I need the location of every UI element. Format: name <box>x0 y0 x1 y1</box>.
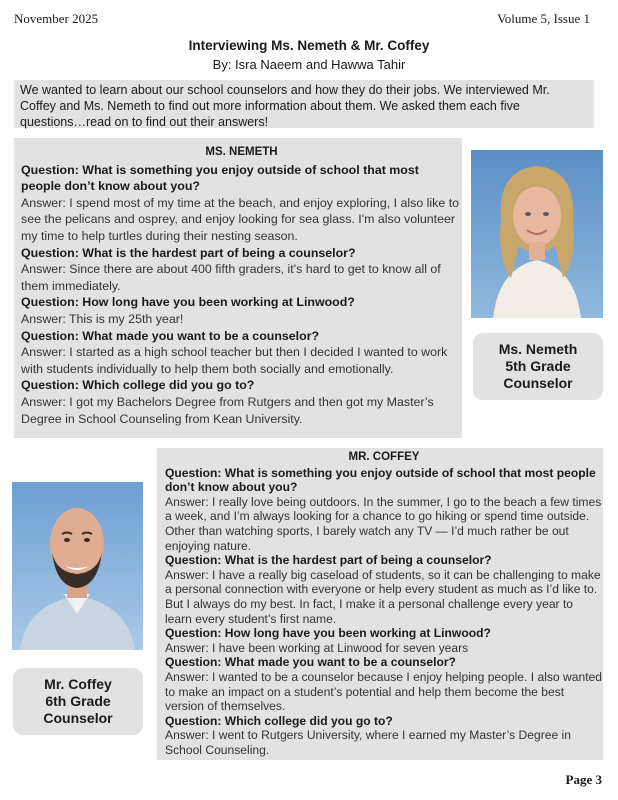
caption-grade: 6th Grade <box>45 693 111 709</box>
qa-item <box>21 328 462 378</box>
question: Question: What made you want to be a counselor? <box>165 655 456 670</box>
question: Question: What is the hardest part of being a counselor? <box>165 553 492 568</box>
answer: Answer: This is my 25th year! <box>21 311 184 326</box>
nemeth-caption <box>473 333 603 400</box>
coffey-photo <box>12 482 143 650</box>
issue-date: November 2025 <box>14 11 99 26</box>
caption-grade: 5th Grade <box>505 358 571 374</box>
qa-item <box>165 553 603 626</box>
qa-item <box>165 466 603 554</box>
answer: Answer: I spend most of my time at the beach, and enjoy exploring, I also like to see the pelicans and osprey, and enjoy looking for sea glass. I'm also volunteer my time to help turtles during their nesting season. <box>21 195 460 243</box>
qa-item <box>165 714 603 758</box>
answer: Answer: Since there are about 400 fifth graders, it's hard to get to know all of them immediately. <box>21 262 441 293</box>
answer: Answer: I have a really big caseload of students, so it can be challenging to make a personal connection with everyone or help every student as much as I’d like to. But I always do my best. In fact, I make it a personal challenge every year to learn every student’s first name. <box>165 567 601 626</box>
qa-item <box>21 377 462 427</box>
coffey-heading: MR. COFFEY <box>348 451 420 463</box>
article-title: Interviewing Ms. Nemeth & Mr. Coffey <box>188 38 430 53</box>
question: Question: How long have you been working at Linwood? <box>21 295 355 310</box>
page-number: Page 3 <box>565 772 602 787</box>
question: Question: What is something you enjoy outside of school that most people don’t know about you? <box>165 465 596 495</box>
answer: Answer: I started as a high school teacher but then I decided I wanted to work with students individually to help them both socially and emotionally. <box>21 345 448 376</box>
answer: Answer: I really love being outdoors. In the summer, I go to the beach a few times a week, and I’m always looking for a chance to go hiking or spend time outside. Other than watching sports, I barely watch any TV — I’d much rather be out enjoying nature. <box>165 494 602 553</box>
caption-name: Mr. Coffey <box>44 676 112 692</box>
question: Question: What is the hardest part of being a counselor? <box>21 245 356 260</box>
question: Question: How long have you been working at Linwood? <box>165 626 491 641</box>
nemeth-interview <box>14 138 462 438</box>
volume-issue: Volume 5, Issue 1 <box>497 11 590 26</box>
caption-name: Ms. Nemeth <box>498 341 578 357</box>
answer: Answer: I have been working at Linwood for seven years <box>165 640 469 655</box>
question: Question: What made you want to be a counselor? <box>21 328 320 343</box>
qa-item <box>165 655 603 713</box>
qa-item <box>21 162 462 245</box>
caption-role: Counselor <box>503 375 573 391</box>
answer: Answer: I went to Rutgers University, where I earned my Master’s Degree in School Counseling. <box>165 728 571 757</box>
coffey-interview <box>157 448 603 760</box>
nemeth-portrait <box>471 150 603 318</box>
intro-paragraph: We wanted to learn about our school counselors and how they do their jobs. We interviewed Mr. Coffey and Ms. Nemeth to find out more information about them. We asked them each five questions…read on to find out their answers! <box>14 80 594 128</box>
question: Question: Which college did you go to? <box>21 378 255 393</box>
question: Question: Which college did you go to? <box>165 713 393 728</box>
qa-item <box>165 626 603 655</box>
nemeth-photo <box>471 150 603 318</box>
coffey-caption <box>13 668 143 735</box>
article-byline: By: Isra Naeem and Hawwa Tahir <box>212 57 406 72</box>
coffey-portrait <box>12 482 143 650</box>
question: Question: What is something you enjoy outside of school that most people don’t know about you? <box>21 162 419 194</box>
qa-item <box>21 294 462 327</box>
nemeth-heading: MS. NEMETH <box>205 146 278 158</box>
caption-role: Counselor <box>43 710 113 726</box>
answer: Answer: I got my Bachelors Degree from Rutgers and then got my Master’s Degree in School Counseling from Kean University. <box>21 394 434 426</box>
answer: Answer: I wanted to be a counselor because I enjoy helping people. I also wanted to make an impact on a student’s potential and help them become the best version of themselves. <box>165 669 603 714</box>
qa-item <box>21 245 462 295</box>
